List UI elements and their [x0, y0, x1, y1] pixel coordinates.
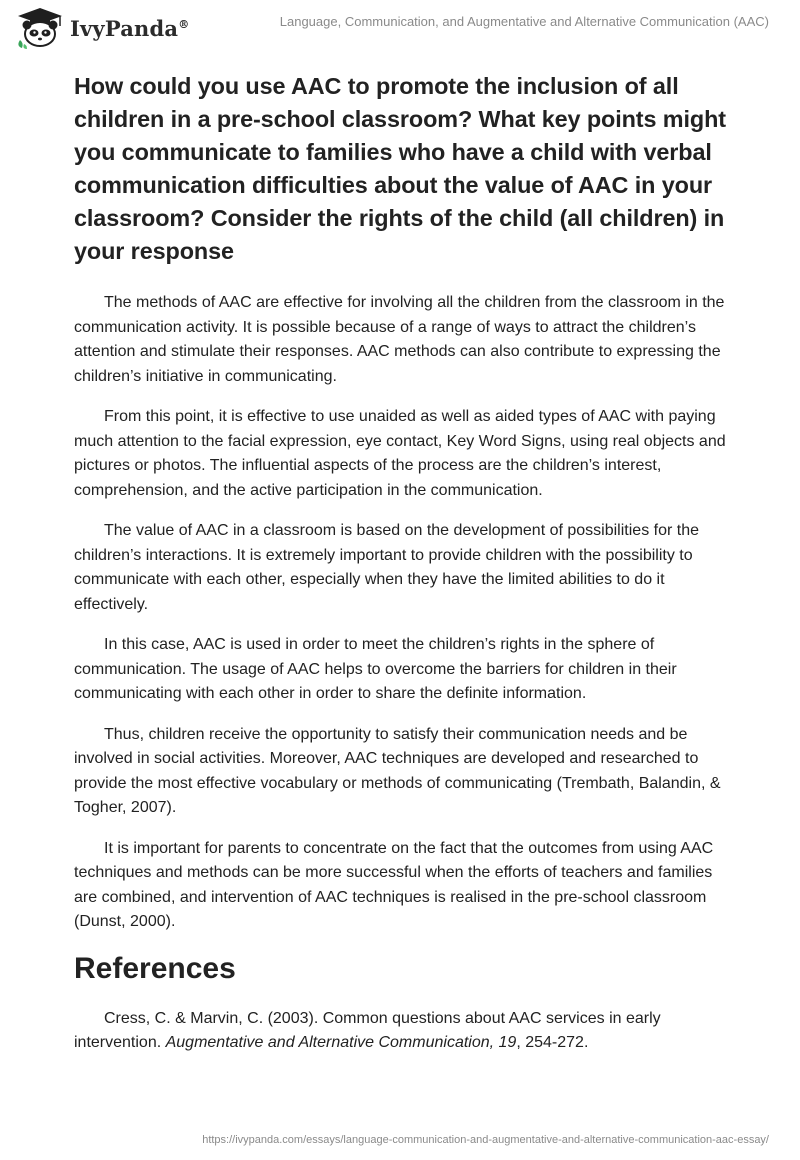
reference-pages: , 254-272. — [516, 1034, 589, 1051]
reference-authors: Cress, C. & Marvin, C. (2003). Common questions about AAC services in early intervention. — [74, 1009, 661, 1051]
running-title: Language, Communication, and Augmentative and Alternative Communication (AAC) — [279, 14, 769, 29]
body-paragraph: The value of AAC in a classroom is based on the development of possibilities for the children’s interactions. It is extremely important to provide children with the possibility to communicate with each other, especially when they have the limited abilities to do it effectively. — [74, 522, 699, 613]
essay-content — [74, 70, 730, 1056]
body-paragraph: It is important for parents to concentrate on the fact that the outcomes from using AAC techniques and methods can be more successful when the efforts of teachers and families are combined, and intervention of AAC techniques is realised in the pre-school classroom (Dunst, 2000). — [74, 839, 714, 930]
body-paragraph: From this point, it is effective to use unaided as well as aided types of AAC with paying much attention to the facial expression, eye contact, Key Word Signs, using real objects and pictures or photos. The influential aspects of the process are the children’s interest, comprehension, and the active participation in the communication. — [74, 408, 726, 499]
reference-journal: Augmentative and Alternative Communication, 19 — [165, 1034, 517, 1051]
source-url[interactable]: https://ivypanda.com/essays/language-communication-and-augmentative-and-alternative-communication-aac-essay/ — [202, 1134, 769, 1146]
brand-logo[interactable] — [14, 8, 189, 48]
panda-logo-icon — [14, 6, 66, 50]
question-heading: How could you use AAC to promote the inclusion of all children in a pre-school classroom? What key points might you communicate to families who have a child with verbal communication difficulties about the value of AAC in your classroom? Consider the rights of the child (all children) in your response — [74, 73, 726, 264]
body-paragraph: Thus, children receive the opportunity to satisfy their communication needs and be involved in social activities. Moreover, AAC techniques are developed and researched to provide the most effective vocabulary or methods of communicating (Trembath, Balandin, & Togher, 2007). — [74, 725, 721, 816]
reference-entry — [74, 1007, 730, 1056]
page-header — [0, 0, 800, 56]
body-paragraph: The methods of AAC are effective for involving all the children from the classroom in the communication activity. It is possible because of a range of ways to attract the children’s attention and stimulate their responses. AAC methods can also contribute to expressing the children’s initiative in communicating. — [74, 294, 725, 385]
brand-name: IvyPanda® — [70, 15, 190, 41]
body-paragraph: In this case, AAC is used in order to meet the children’s rights in the sphere of communication. The usage of AAC helps to overcome the barriers for children in their communicating with each other in order to share the definite information. — [74, 636, 677, 702]
references-heading: References — [74, 951, 236, 985]
